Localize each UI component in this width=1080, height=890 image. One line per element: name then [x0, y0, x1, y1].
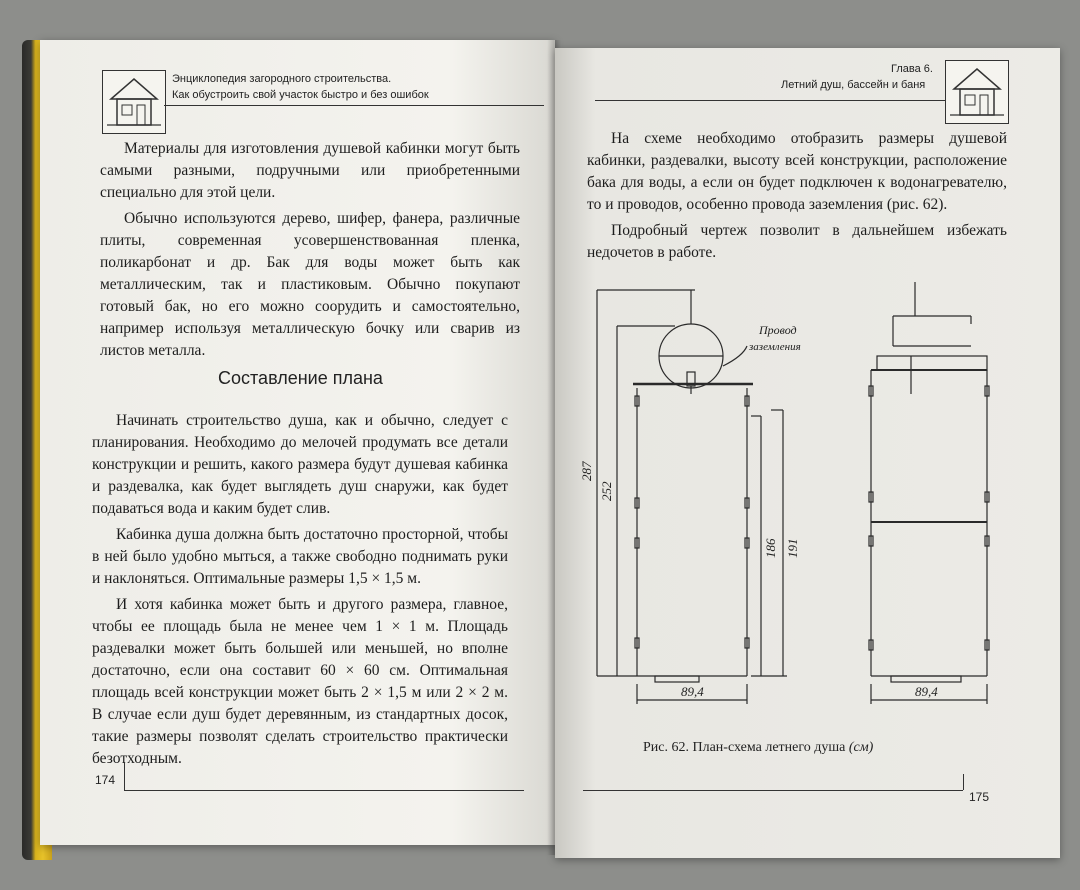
left-intro-text: [100, 138, 520, 366]
figure-caption: [643, 740, 873, 756]
house-icon: [946, 61, 1008, 123]
dim-191: 191: [785, 538, 800, 558]
paragraph: Материалы для изготовления душевой кабинки могут быть самыми разными, подручными или приобретенными специально для этой цели.: [100, 140, 520, 201]
paragraph: Начинать строительство душа, как и обычно, следует с планирования. Необходимо до мелочей продумать все детали конструкции и решить, какого размера будут душевая кабинка и раздевалка, как будет выглядеть душ снаружи, как будет подаваться вода и каким будет слив.: [92, 412, 508, 517]
width-dim-right: 89,4: [915, 684, 938, 699]
right-header-rule: [595, 100, 945, 101]
dim-186: 186: [763, 538, 778, 558]
section-title: Составление плана: [218, 368, 383, 388]
left-header-line1: Энциклопедия загородного строительства.: [172, 73, 392, 85]
dim-252: 252: [599, 481, 614, 501]
label-wire: Провод: [759, 323, 797, 337]
left-page: [40, 40, 555, 845]
paragraph: Обычно используются дерево, шифер, фанера, различные плиты, современная усовершенствованная пленка, поликарбонат и др. Бак для воды может быть как металлическим, так и пластиковым. Обычно покупают готовый бак, но его можно соорудить и самостоятельно, например используя металлическую бочку или сварив из листов металла.: [100, 210, 520, 359]
page-number-left: 174: [95, 773, 116, 787]
paragraph: На схеме необходимо отобразить размеры душевой кабинки, раздевалки, высоту всей конструкции, расположение бака для воды, а если он будет подключен к водонагревателю, то и проводов, особенно провода заземления (рис. 62).: [587, 130, 1007, 213]
dim-287: 287: [579, 461, 594, 481]
paragraph: Подробный чертеж позволит в дальнейшем избежать недочетов в работе.: [587, 222, 1007, 261]
footer-rule-right: [583, 790, 963, 791]
left-header-rule: [164, 105, 544, 106]
right-header-line2: Летний душ, бассейн и баня: [781, 79, 926, 91]
footer-tick-left: [124, 762, 125, 790]
paragraph: И хотя кабинка может быть и другого размера, главное, чтобы ее площадь была не менее чем 1 × 1 м. Площадь раздевалки может быть большей или меньшей, но вполне достаточно, если она составит 60 × 60 см. Оптимальная площадь всей конструкции может быть 2 × 1,5 м или 2 × 2 м. В случае если душ будет деревянным, из стандартных досок, такие размеры позволят сделать строительство практически безотходным.: [92, 596, 508, 767]
paragraph: Кабинка душа должна быть достаточно просторной, чтобы в ней было удобно мыться, а также свободно поднимать руки и наклоняться. Оптимальные размеры 1,5 × 1,5 м.: [92, 526, 508, 587]
right-header-line1: Глава 6.: [891, 63, 933, 75]
footer-rule-left: [124, 790, 524, 791]
right-intro-text: [587, 128, 1007, 268]
left-section-text: [92, 410, 508, 774]
width-dim-left: 89,4: [681, 684, 704, 699]
label-wire2: заземления: [749, 341, 801, 353]
house-icon: [103, 71, 165, 133]
figure-caption-text: Рис. 62. План-схема летнего душа: [643, 740, 846, 755]
page-number-right: 175: [969, 790, 990, 804]
left-header-line2: Как обустроить свой участок быстро и без ошибок: [172, 89, 429, 101]
figure-caption-unit: (см): [848, 740, 874, 755]
shower-plan-figure: [575, 276, 1015, 736]
header-house-logo-right: [945, 60, 1009, 124]
footer-tick-right: [963, 774, 964, 790]
header-house-logo-left: [102, 70, 166, 134]
right-page: [555, 48, 1060, 858]
